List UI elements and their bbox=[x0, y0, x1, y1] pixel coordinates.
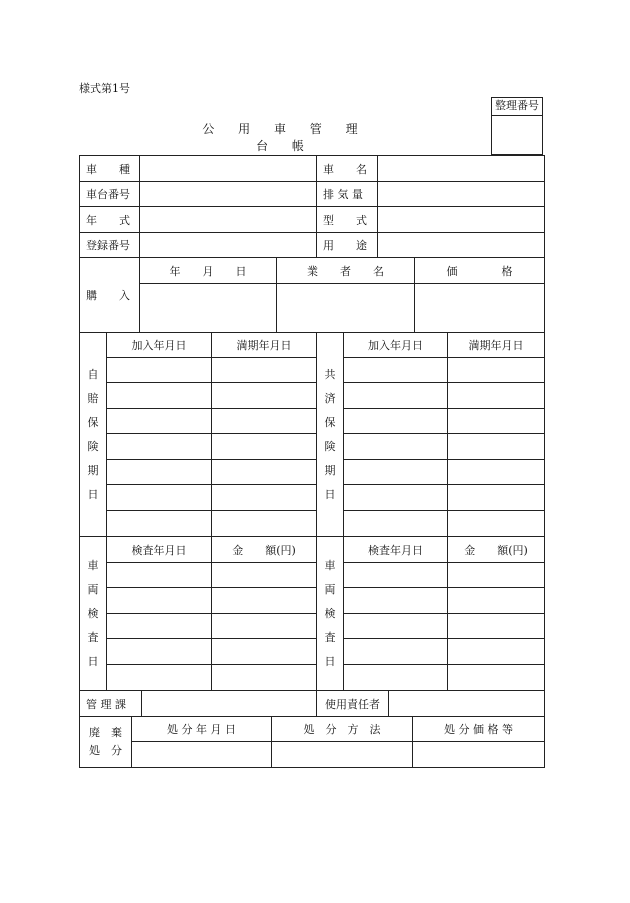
kyosai-expire-cell[interactable] bbox=[448, 485, 545, 511]
disposal-table bbox=[79, 716, 545, 768]
katashiki-label: 型 式 bbox=[317, 207, 378, 233]
jibai-expire-header: 満期年月日 bbox=[212, 333, 317, 358]
inspection-amount-cell[interactable] bbox=[212, 639, 317, 665]
jibai-join-cell[interactable] bbox=[107, 485, 212, 511]
jibai-join-cell[interactable] bbox=[107, 358, 212, 383]
inspection-date-header-right: 検査年月日 bbox=[344, 537, 448, 563]
jibai-expire-cell[interactable] bbox=[212, 434, 317, 460]
disposal-label-line2: 処 分 bbox=[89, 744, 122, 757]
kyosai-expire-cell[interactable] bbox=[448, 383, 545, 409]
jibai-expire-cell[interactable] bbox=[212, 409, 317, 434]
inspection-table bbox=[79, 536, 545, 691]
jibai-join-cell[interactable] bbox=[107, 409, 212, 434]
jibai-expire-cell[interactable] bbox=[212, 460, 317, 485]
kyosai-expire-cell[interactable] bbox=[448, 460, 545, 485]
inspection-date-cell[interactable] bbox=[107, 614, 212, 639]
kyosai-expire-cell[interactable] bbox=[448, 434, 545, 460]
purchase-vendor-header: 業 者 名 bbox=[277, 258, 415, 284]
disposal-label-line1: 廃 棄 bbox=[89, 726, 122, 739]
kyosai-join-cell[interactable] bbox=[344, 383, 448, 409]
nenshiki-label: 年 式 bbox=[80, 207, 140, 233]
shashu-label: 車 種 bbox=[80, 156, 140, 182]
kyosai-join-header: 加入年月日 bbox=[344, 333, 448, 358]
jibai-expire-cell[interactable] bbox=[212, 511, 317, 537]
purchase-price-field[interactable] bbox=[415, 284, 545, 333]
yoto-field[interactable] bbox=[378, 233, 545, 258]
inspection-date-cell[interactable] bbox=[344, 614, 448, 639]
inspection-amount-cell[interactable] bbox=[448, 665, 545, 691]
inspection-amount-cell[interactable] bbox=[212, 588, 317, 614]
basic-info-table bbox=[79, 155, 545, 258]
document-title: 公 用 車 管 理 台 帳 bbox=[202, 122, 368, 153]
jibai-join-cell[interactable] bbox=[107, 383, 212, 409]
inspection-date-header-left: 検査年月日 bbox=[107, 537, 212, 563]
kyosai-expire-cell[interactable] bbox=[448, 511, 545, 537]
disposal-method-field[interactable] bbox=[272, 742, 413, 768]
inspection-amount-header-left: 金 額(円) bbox=[212, 537, 317, 563]
disposal-date-field[interactable] bbox=[132, 742, 272, 768]
seiri-bango-box bbox=[491, 97, 543, 155]
kyosai-join-cell[interactable] bbox=[344, 485, 448, 511]
seiri-bango-label: 整理番号 bbox=[492, 98, 542, 116]
jibai-join-cell[interactable] bbox=[107, 511, 212, 537]
inspection-amount-cell[interactable] bbox=[212, 665, 317, 691]
form-number: 様式第1号 bbox=[79, 82, 130, 95]
yoto-label: 用 途 bbox=[317, 233, 378, 258]
inspection-date-cell[interactable] bbox=[344, 639, 448, 665]
inspection-date-cell[interactable] bbox=[344, 563, 448, 588]
kanrika-field[interactable] bbox=[142, 691, 317, 717]
purchase-date-header: 年 月 日 bbox=[140, 258, 277, 284]
kyosai-join-cell[interactable] bbox=[344, 434, 448, 460]
toroku-field[interactable] bbox=[140, 233, 317, 258]
shamei-label: 車 名 bbox=[317, 156, 378, 182]
haikiryo-field[interactable] bbox=[378, 182, 545, 207]
management-table bbox=[79, 690, 545, 717]
disposal-label bbox=[80, 717, 132, 768]
inspection-label-right: 車 両 検 査 日 bbox=[317, 537, 344, 691]
kyosai-expire-cell[interactable] bbox=[448, 409, 545, 434]
shamei-field[interactable] bbox=[378, 156, 545, 182]
jibai-hoken-label: 自 賠 保 険 期 日 bbox=[80, 333, 107, 537]
inspection-amount-cell[interactable] bbox=[212, 614, 317, 639]
purchase-date-field[interactable] bbox=[140, 284, 277, 333]
disposal-price-header: 処 分 価 格 等 bbox=[413, 717, 545, 742]
inspection-amount-header-right: 金 額(円) bbox=[448, 537, 545, 563]
inspection-label-left: 車 両 検 査 日 bbox=[80, 537, 107, 691]
kyosai-expire-header: 満期年月日 bbox=[448, 333, 545, 358]
purchase-price-header: 価 格 bbox=[415, 258, 545, 284]
inspection-date-cell[interactable] bbox=[107, 665, 212, 691]
jibai-join-cell[interactable] bbox=[107, 434, 212, 460]
kyosai-join-cell[interactable] bbox=[344, 511, 448, 537]
inspection-date-cell[interactable] bbox=[107, 588, 212, 614]
jibai-expire-cell[interactable] bbox=[212, 485, 317, 511]
kyosai-expire-cell[interactable] bbox=[448, 358, 545, 383]
shadai-field[interactable] bbox=[140, 182, 317, 207]
kyosai-join-cell[interactable] bbox=[344, 358, 448, 383]
purchase-label: 購 入 bbox=[80, 258, 140, 333]
inspection-date-cell[interactable] bbox=[344, 665, 448, 691]
kyosai-hoken-label: 共 済 保 険 期 日 bbox=[317, 333, 344, 537]
toroku-label: 登録番号 bbox=[80, 233, 140, 258]
inspection-amount-cell[interactable] bbox=[448, 563, 545, 588]
jibai-join-header: 加入年月日 bbox=[107, 333, 212, 358]
insurance-table bbox=[79, 332, 545, 537]
nenshiki-field[interactable] bbox=[140, 207, 317, 233]
inspection-date-cell[interactable] bbox=[344, 588, 448, 614]
katashiki-field[interactable] bbox=[378, 207, 545, 233]
kanrika-label: 管 理 課 bbox=[80, 691, 142, 717]
jibai-expire-cell[interactable] bbox=[212, 383, 317, 409]
inspection-amount-cell[interactable] bbox=[212, 563, 317, 588]
inspection-date-cell[interactable] bbox=[107, 639, 212, 665]
disposal-price-field[interactable] bbox=[413, 742, 545, 768]
shadai-label: 車台番号 bbox=[80, 182, 140, 207]
inspection-amount-cell[interactable] bbox=[448, 639, 545, 665]
disposal-date-header: 処 分 年 月 日 bbox=[132, 717, 272, 742]
kyosai-join-cell[interactable] bbox=[344, 409, 448, 434]
sekininsha-field[interactable] bbox=[389, 691, 545, 717]
inspection-amount-cell[interactable] bbox=[448, 614, 545, 639]
disposal-method-header: 処 分 方 法 bbox=[272, 717, 413, 742]
jibai-join-cell[interactable] bbox=[107, 460, 212, 485]
purchase-vendor-field[interactable] bbox=[277, 284, 415, 333]
jibai-expire-cell[interactable] bbox=[212, 358, 317, 383]
shashu-field[interactable] bbox=[140, 156, 317, 182]
inspection-date-cell[interactable] bbox=[107, 563, 212, 588]
seiri-bango-field[interactable] bbox=[492, 116, 542, 156]
kyosai-join-cell[interactable] bbox=[344, 460, 448, 485]
inspection-amount-cell[interactable] bbox=[448, 588, 545, 614]
purchase-table bbox=[79, 257, 545, 333]
haikiryo-label: 排 気 量 bbox=[317, 182, 378, 207]
sekininsha-label: 使用責任者 bbox=[317, 691, 389, 717]
